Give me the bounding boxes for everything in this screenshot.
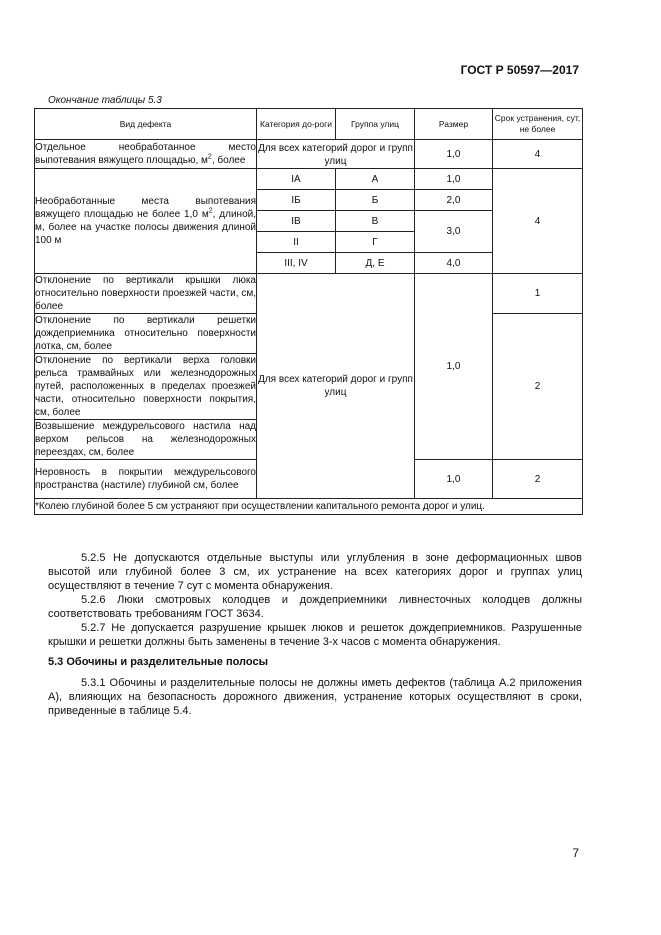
paragraph-5-2-5: 5.2.5 Не допускаются отдельные выступы или углубления в зоне деформационных швов высотой или глубиной более 3 см, их устранение на всех категориях дорог и группах улиц осуществляют в течение 7 сут с момента обнаружения. (48, 552, 582, 592)
category-cell: III, IV (257, 253, 336, 274)
table-footnote-row (35, 499, 583, 515)
categories-cell: Для всех категорий дорог и групп улиц (257, 140, 415, 169)
header-defect: Вид дефекта (35, 109, 257, 140)
size-cell: 1,0 (415, 140, 493, 169)
group-cell: А (336, 169, 415, 190)
defect-cell: Отклонение по вертикали крышки люка относительно поверхности проезжей части, см, более (35, 275, 256, 312)
defects-table (34, 108, 583, 515)
size-cell: 1,0 (415, 169, 493, 190)
term-cell: 4 (493, 140, 583, 169)
term-cell: 2 (493, 460, 583, 499)
defect-cell: Отклонение по вертикали верха головки рельса трамвайных или железнодорожных путей, расположенных в пределах проезжей части, относительно поверхности покрытия, см, более (35, 355, 256, 418)
term-cell: 4 (493, 169, 583, 274)
header-category: Категория до-роги (257, 109, 336, 140)
header-group: Группа улиц (336, 109, 415, 140)
table-footnote: *Колею глубиной более 5 см устраняют при осуществлении капитального ремонта дорог и улиц. (35, 499, 583, 515)
group-cell: В (336, 211, 415, 232)
paragraph-5-2-7: 5.2.7 Не допускается разрушение крышек люков и решеток дождеприемников. Разрушенные крышки и решетки должны быть заменены в течение 3-х часов с момента обнаружения. (48, 622, 582, 648)
page-number: 7 (572, 846, 579, 860)
table-row (35, 140, 583, 169)
table-caption: Окончание таблицы 5.3 (48, 95, 162, 106)
table-row (35, 169, 583, 190)
size-cell: 3,0 (415, 211, 493, 253)
section-title: 5.3 Обочины и разделительные полосы (48, 656, 268, 668)
group-cell: Д, Е (336, 253, 415, 274)
category-cell: IБ (257, 190, 336, 211)
header-term: Срок устранения, сут, не более (493, 109, 583, 140)
table-row (35, 274, 583, 314)
table-header-row (35, 109, 583, 140)
categories-cell: Для всех категорий дорог и групп улиц (257, 274, 415, 499)
size-cell: 4,0 (415, 253, 493, 274)
defect-cell: Неровность в покрытии междурельсового пространства (настиле) глубиной см, более (35, 460, 257, 499)
defect-cell: Возвышение междурельсового настила над верхом рельсов на железнодорожных переездах, см, более (35, 421, 256, 458)
size-cell: 1,0 (415, 460, 493, 499)
group-cell: Г (336, 232, 415, 253)
group-cell: Б (336, 190, 415, 211)
paragraph-5-3-1: 5.3.1 Обочины и разделительные полосы не должны иметь дефектов (таблица А.2 приложения А), влияющих на безопасность дорожного движения, устранение которых осуществляют в сроки, приведенные в таблице 5.4. (48, 677, 582, 717)
term-cell: 2 (493, 314, 583, 460)
document-code: ГОСТ Р 50597—2017 (460, 63, 579, 77)
size-cell: 2,0 (415, 190, 493, 211)
category-cell: IA (257, 169, 336, 190)
size-cell: 1,0 (415, 274, 493, 460)
term-cell: 1 (493, 274, 583, 314)
header-size: Размер (415, 109, 493, 140)
defect-cell: Отклонение по вертикали решетки дождеприемника относительно поверхности лотка, см, более (35, 315, 256, 352)
paragraph-5-2-6: 5.2.6 Люки смотровых колодцев и дождеприемники ливнесточных колодцев должны соответствовать требованиям ГОСТ 3634. (48, 594, 582, 620)
category-cell: IB (257, 211, 336, 232)
defect-cell: Необработанные места выпотевания вяжущего площадью не более 1,0 $м^2$, длиной, м, более на участке полосы движения длиной 100 м (35, 169, 257, 274)
category-cell: II (257, 232, 336, 253)
defect-cell: Отдельное необработанное место выпотевания вяжущего площадью, $м^2$, более (35, 140, 257, 169)
